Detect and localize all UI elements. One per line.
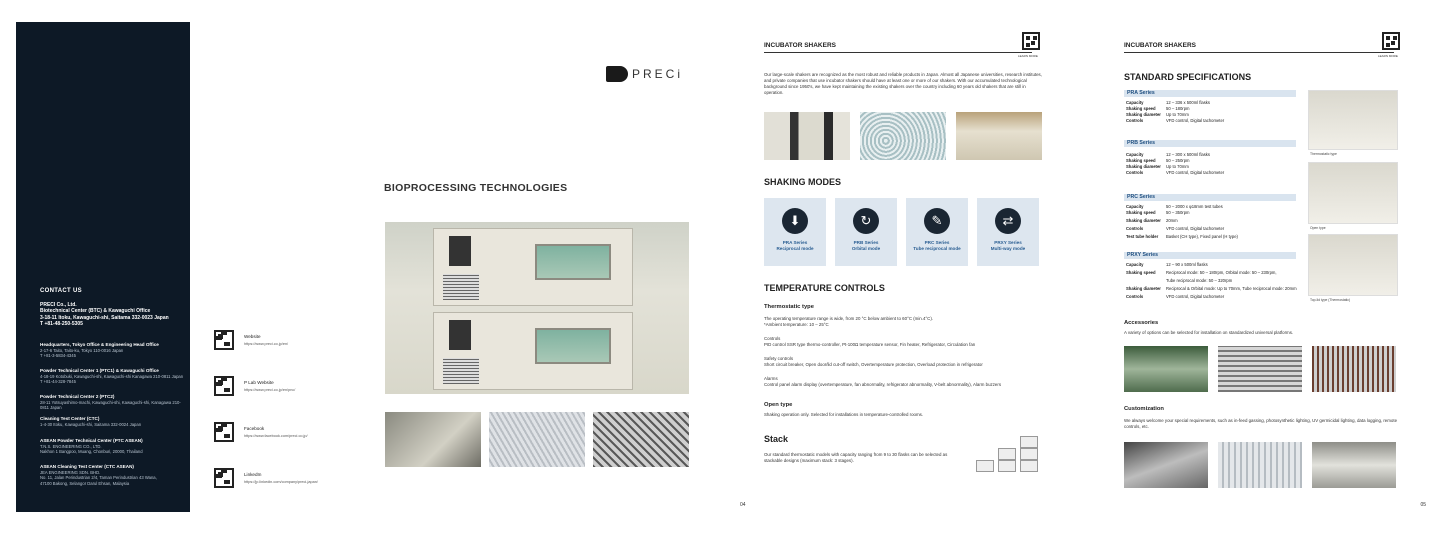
multiway-icon: ⇄ (995, 208, 1021, 234)
thermostatic-type-photo (1308, 90, 1398, 150)
facebook-qr-icon[interactable] (214, 422, 234, 442)
temperature-controls-title: TEMPERATURE CONTROLS (764, 283, 885, 293)
office-4: Cleaning Test Center (CTC) 1-4-30 Itoku, Kawaguchi-shi, Saitama 332-0024 Japan (40, 416, 142, 427)
page-number: 04 (740, 502, 746, 508)
standard-spec-title: STANDARD SPECIFICATIONS (1124, 72, 1252, 82)
office-6: ASEAN Cleaning Test Center (CTC ASEAN) JEA ENGINEERING SDN. BHD. No. 11, Jalan Perindustrian 2/4, Taman Perindustrian 43 Wana, 47100 Bakong, Selangor Darul Ehsan, Malaysia (40, 464, 157, 486)
stack-title: Stack (764, 434, 789, 444)
back-cover-contact-page (16, 22, 190, 512)
mode-card-prb[interactable]: ↻ PRB Series Orbital mode (835, 198, 897, 266)
spec-series-prb: PRB Series (1124, 140, 1296, 147)
product-photo-1 (764, 112, 850, 160)
top-lid-type-photo (1308, 234, 1398, 296)
stack-text: Our standard thermostatic models with capacity ranging from 9 to 30 flasks can be selected as stackable designs (maximum stack: 3 stages). (764, 452, 948, 463)
accessories-title: Accessories (1124, 320, 1159, 326)
website-link[interactable]: https://www.preci.co.jp/en/ (244, 342, 289, 346)
custom-photo-1 (1124, 442, 1208, 488)
spec-series-prxy: PRXY Series (1124, 252, 1296, 259)
cover-page (350, 22, 710, 512)
office-1: Headquarters, Tokyo Office & Engineering Head Office 2-17-6 Taito, Taito-ku, Tokyo 110-0016 Japan T +81-3-5834-4345 (40, 342, 159, 359)
website-qr-icon[interactable] (214, 330, 234, 350)
accessory-photo-1 (1124, 346, 1208, 392)
mode-card-prc[interactable]: ✎ PRC Series Tube reciprocal mode (906, 198, 968, 266)
customization-title: Customization (1124, 406, 1164, 412)
hero-incubator-photo (385, 222, 689, 394)
preci-logo (606, 66, 683, 82)
main-office-block: PRECI Co., Ltd. Biotechnical Center (BTC) & Kawaguchi Office 3-18-11 Itoku, Kawaguchi-shi, Saitama 332-0023 Japan T +81-48-250-5305 (40, 302, 169, 328)
plab-label: P Lab Website (244, 380, 274, 385)
plab-qr-icon[interactable] (214, 376, 234, 396)
spec-series-prc: PRC Series (1124, 194, 1296, 201)
product-photo-2 (860, 112, 946, 160)
product-photo-3 (956, 112, 1042, 160)
custom-photo-3 (1312, 442, 1396, 488)
mode-card-pra[interactable]: ⬇ PRA Series Reciprocal mode (764, 198, 826, 266)
learn-more-label: LEARN MORE (1378, 54, 1398, 58)
reciprocal-icon: ⬇ (782, 208, 808, 234)
facebook-label: Facebook (244, 426, 265, 431)
orbital-icon: ↻ (853, 208, 879, 234)
learn-more-qr-icon[interactable] (1022, 32, 1040, 50)
cover-title: BIOPROCESSING TECHNOLOGIES (384, 182, 568, 194)
tube-icon: ✎ (924, 208, 950, 234)
links-page (190, 22, 350, 512)
accessory-photo-3 (1312, 346, 1396, 392)
office-2: Powder Technical Center 1 (PTC1) & Kawaguchi Office 4-18-19 Kotobuki, Kawaguchi-shi, Kawaguchi-shi Kanagawa 210-0811 Japan T +81-44-328-7845 (40, 368, 184, 385)
plab-link[interactable]: https://www.preci.co.jp/en/pnc/ (244, 388, 296, 392)
open-type-title: Open type (764, 402, 793, 408)
spread-right-page: INCUBATOR SHAKERS LEARN MORE STANDARD SPECIFICATIONS PRA Series Capacity 12 – 336 x 500ml flasks Shaking speed 50 – 180rpm Shaking diameter Up to 70mm Controls VFD control, Digital tachometer PRB Series Capacity 12 – 300 x 500ml flasks Shaking speed 50 – 250rpm Shaking diameter Up to 70mm Controls VFD control, Digital tachometer PRC Series Capacity 50 – 2000 x φ18mm test tubes Shaking speed 50 – 350rpm Shaking diameter 20mm Controls VFD control, Digital tachometer Test tube holder Basket (CH type), Fixed panel (H type) PRXY Series Capacity 12 – 90 x 500ml flasks Shaking speed Reciprocal mode: 50 – 180rpm, Orbital mode: 50 – 230rpm, Tube reciprocal mode: 50 – 320rpm Shaking diameter Reciprocal & Orbital mode: Up to 70mm, Tube reciprocal mode: 20mm Controls VFD control, Digital tachometer Thermostatic type Open type Top-lid type (Thermostatic) Accessories A variety of options can be selected for installation on standardized universal platforms. Customization We always welcome your special requirements, such as in-feed gassing, photosynthetic lighting, UV germicidal lighting, data logging, remote controls, etc. 05 (1098, 22, 1430, 512)
spec-series-pra: PRA Series (1124, 90, 1296, 97)
website-label: Website (244, 334, 261, 339)
thermostatic-title: Thermostatic type (764, 304, 814, 310)
custom-photo-2 (1218, 442, 1302, 488)
page-header: INCUBATOR SHAKERS (764, 42, 836, 49)
linkedin-qr-icon[interactable] (214, 468, 234, 488)
linkedin-link[interactable]: https://jp.linkedin.com/company/preci-japan/ (244, 480, 318, 484)
preci-logo-icon (606, 66, 628, 82)
thumbnail-photo-2 (489, 412, 585, 467)
stack-illustration (976, 434, 1040, 474)
intro-text: Our large-scale shakers are recognized as the most robust and reliable products in Japan. Almost all Japanese universities, research institutes, and private companies that use incubator shakers should have at least one or more of our shakers. With our accumulated technological background since 1950's, we have kept maintaining the existing shakers over the country including 60 years old shakers that are still in operation. (764, 72, 1042, 95)
accessory-photo-2 (1218, 346, 1302, 392)
page-number: 05 (1420, 502, 1426, 508)
learn-more-qr-icon[interactable] (1382, 32, 1400, 50)
linkedin-label: LinkedIn (244, 472, 262, 477)
mode-card-prxy[interactable]: ⇄ PRXY Series Multi-way mode (977, 198, 1039, 266)
page-header: INCUBATOR SHAKERS (1124, 42, 1196, 49)
office-3: Powder Technical Center 2 (PTC2) 28-11 Yotsuyashimo-machi, Kawaguchi-shi, Kawaguchi-shi, Kanagawa 210-0811 Japan (40, 394, 181, 411)
open-type-photo (1308, 162, 1398, 224)
thumbnail-photo-1 (385, 412, 481, 467)
shaking-modes-title: SHAKING MODES (764, 177, 842, 187)
thumbnail-photo-3 (593, 412, 689, 467)
spread-left-page: INCUBATOR SHAKERS LEARN MORE Our large-scale shakers are recognized as the most robust and reliable products in Japan. Almost all Japanese universities, research institutes, and private companies that use incubator shakers should have at least one or more of our shakers. With our accumulated technological background since 1950's, we have kept maintaining the existing shakers over the country including 60 years old shakers that are still in operation. SHAKING MODES ⬇ PRA Series Reciprocal mode ↻ PRB Series Orbital mode ✎ PRC Series Tube reciprocal mode ⇄ PRXY Series Multi-way mode TEMPERATURE CONTROLS Thermostatic type The operating temperature range is wide, from 20 °C below ambient to 60°C (min.4°C). *Ambient temperature: 10 – 25°C Controls PID control SSR type thermo-controller, Pt-100Ω temperature sensor, Fin heater, Refrigerator, Circulation fan Safety controls Short circuit breaker, Open door/lid cut-off switch, Overtemperature protection, Overload protection in refrigerator Alarms Control panel alarm display (overtemperature, fan abnormality, refrigerator abnormality, V-belt abnormality), Alarm buzzers Open type Shaking operation only. Selected for installations in temperature-controlled rooms. Stack Our standard thermostatic models with capacity ranging from 9 to 30 flasks can be selected as stackable designs (maximum stack: 3 stages). 04 (738, 22, 1068, 512)
learn-more-label: LEARN MORE (1018, 54, 1038, 58)
facebook-link[interactable]: https://www.facebook.com/preci.co.jp/ (244, 434, 308, 438)
office-5: ASEAN Powder Technical Center (PTC ASEAN) T.N.S. ENGINEERING CO., LTD. Nakhon 1 Bangpoo, Muang, Chonburi, 20000, Thailand (40, 438, 143, 455)
logo-text: PRECi (632, 67, 684, 81)
contact-title: CONTACT US (40, 288, 82, 294)
